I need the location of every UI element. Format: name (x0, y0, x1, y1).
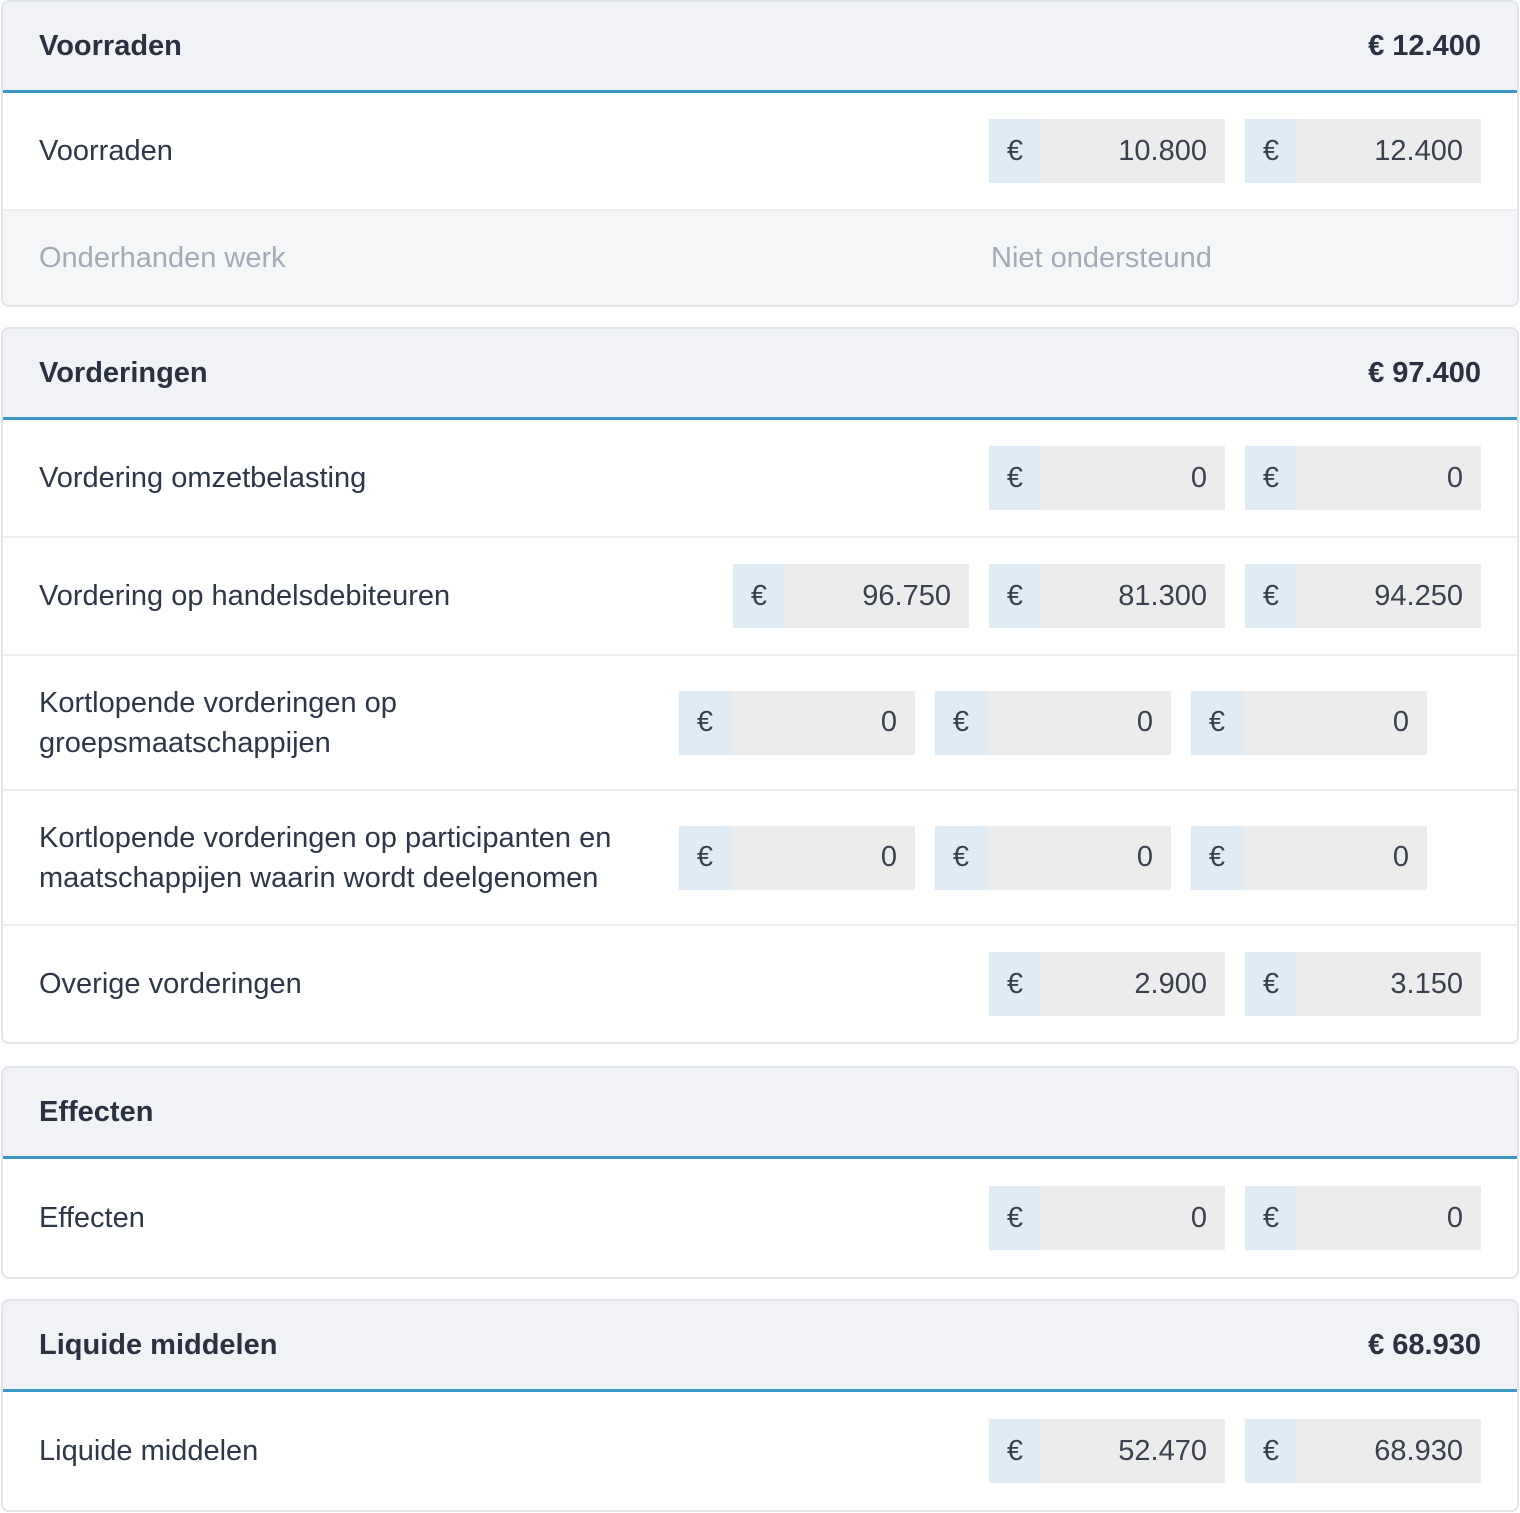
euro-icon: € (1245, 1186, 1297, 1250)
value-field-col1[interactable] (679, 826, 915, 890)
section-total: € 12.400 (1368, 29, 1481, 62)
row-label: Onderhanden werk (39, 242, 286, 274)
not-supported-note: Niet ondersteund (991, 241, 1212, 274)
value-field-col1[interactable] (679, 691, 915, 755)
section-header (3, 329, 1517, 420)
section-voorraden (1, 0, 1519, 307)
value-input[interactable]: 0 (987, 691, 1171, 755)
value-field-col2[interactable] (989, 1419, 1225, 1483)
euro-icon: € (989, 952, 1041, 1016)
value-input[interactable]: 0 (1243, 691, 1427, 755)
section-header (3, 1068, 1517, 1159)
section-title: Liquide middelen (39, 1328, 278, 1361)
row-kortlopende-participanten (3, 791, 1517, 926)
value-input[interactable]: 96.750 (785, 564, 969, 628)
section-liquide-middelen (1, 1299, 1519, 1512)
euro-icon: € (989, 119, 1041, 183)
section-title: Vorderingen (39, 356, 208, 389)
euro-icon: € (1245, 952, 1297, 1016)
value-input[interactable]: 81.300 (1041, 564, 1225, 628)
euro-icon: € (1245, 1419, 1297, 1483)
section-effecten (1, 1066, 1519, 1279)
value-cells (679, 691, 1427, 755)
row-label: Overige vorderingen (39, 968, 302, 1000)
euro-icon: € (989, 1186, 1041, 1250)
value-field-col3[interactable] (1191, 826, 1427, 890)
value-cells (733, 952, 1481, 1016)
value-input[interactable]: 0 (731, 826, 915, 890)
section-title: Effecten (39, 1095, 154, 1128)
value-input[interactable]: 0 (1041, 446, 1225, 510)
euro-icon: € (1245, 119, 1297, 183)
value-field-col2[interactable] (989, 952, 1225, 1016)
value-field-col3[interactable] (1245, 952, 1481, 1016)
value-field-col3[interactable] (1245, 446, 1481, 510)
value-field-col2[interactable] (989, 564, 1225, 628)
euro-icon: € (1191, 691, 1243, 755)
section-total: € 97.400 (1368, 356, 1481, 389)
euro-icon: € (733, 564, 785, 628)
section-header (3, 2, 1517, 93)
row-effecten (3, 1159, 1517, 1277)
value-input[interactable]: 3.150 (1297, 952, 1481, 1016)
value-input[interactable]: 0 (1297, 446, 1481, 510)
value-input[interactable]: 94.250 (1297, 564, 1481, 628)
euro-icon: € (989, 446, 1041, 510)
value-field-col3[interactable] (1245, 1186, 1481, 1250)
row-overige-vorderingen (3, 926, 1517, 1042)
value-cells (733, 1419, 1481, 1483)
value-input[interactable]: 2.900 (1041, 952, 1225, 1016)
euro-icon: € (679, 691, 731, 755)
section-header (3, 1301, 1517, 1392)
value-input[interactable]: 52.470 (1041, 1419, 1225, 1483)
value-field-col2[interactable] (935, 691, 1171, 755)
euro-icon: € (935, 826, 987, 890)
value-input[interactable]: 12.400 (1297, 119, 1481, 183)
value-field-col1[interactable] (733, 564, 969, 628)
row-label: Kortlopende vorderingen op groepsmaatschappijen (39, 686, 397, 759)
value-cells (733, 446, 1481, 510)
value-input[interactable]: 0 (1041, 1186, 1225, 1250)
row-liquide-middelen (3, 1392, 1517, 1510)
section-title: Voorraden (39, 29, 182, 62)
value-field-col3[interactable] (1245, 119, 1481, 183)
row-label: Kortlopende vorderingen op participanten en maatschappijen waarin wordt deelgenomen (39, 821, 612, 894)
euro-icon: € (1191, 826, 1243, 890)
value-input[interactable]: 0 (1297, 1186, 1481, 1250)
euro-icon: € (679, 826, 731, 890)
value-field-col2[interactable] (989, 446, 1225, 510)
value-field-col3[interactable] (1191, 691, 1427, 755)
value-input[interactable]: 0 (1243, 826, 1427, 890)
value-cells (733, 564, 1481, 628)
value-field-col2[interactable] (989, 1186, 1225, 1250)
section-total: € 68.930 (1368, 1328, 1481, 1361)
section-vorderingen (1, 327, 1519, 1044)
value-field-col2[interactable] (935, 826, 1171, 890)
value-input[interactable]: 0 (987, 826, 1171, 890)
row-vordering-handelsdebiteuren (3, 538, 1517, 656)
row-label: Vordering omzetbelasting (39, 462, 367, 494)
row-label: Voorraden (39, 135, 173, 167)
value-input[interactable]: 0 (731, 691, 915, 755)
euro-icon: € (935, 691, 987, 755)
euro-icon: € (1245, 446, 1297, 510)
euro-icon: € (989, 1419, 1041, 1483)
row-label: Liquide middelen (39, 1435, 259, 1467)
value-field-col3[interactable] (1245, 564, 1481, 628)
value-cells (679, 826, 1427, 890)
row-vordering-omzetbelasting (3, 420, 1517, 538)
euro-icon: € (1245, 564, 1297, 628)
value-cells (733, 119, 1481, 183)
value-field-col2[interactable] (989, 119, 1225, 183)
value-input[interactable]: 10.800 (1041, 119, 1225, 183)
row-voorraden (3, 93, 1517, 211)
value-input[interactable]: 68.930 (1297, 1419, 1481, 1483)
value-field-col3[interactable] (1245, 1419, 1481, 1483)
value-cells (733, 1186, 1481, 1250)
row-label: Effecten (39, 1202, 145, 1234)
row-onderhanden-werk (3, 211, 1517, 305)
euro-icon: € (989, 564, 1041, 628)
row-kortlopende-groepsmaatschappijen (3, 656, 1517, 791)
row-label: Vordering op handelsdebiteuren (39, 580, 451, 612)
